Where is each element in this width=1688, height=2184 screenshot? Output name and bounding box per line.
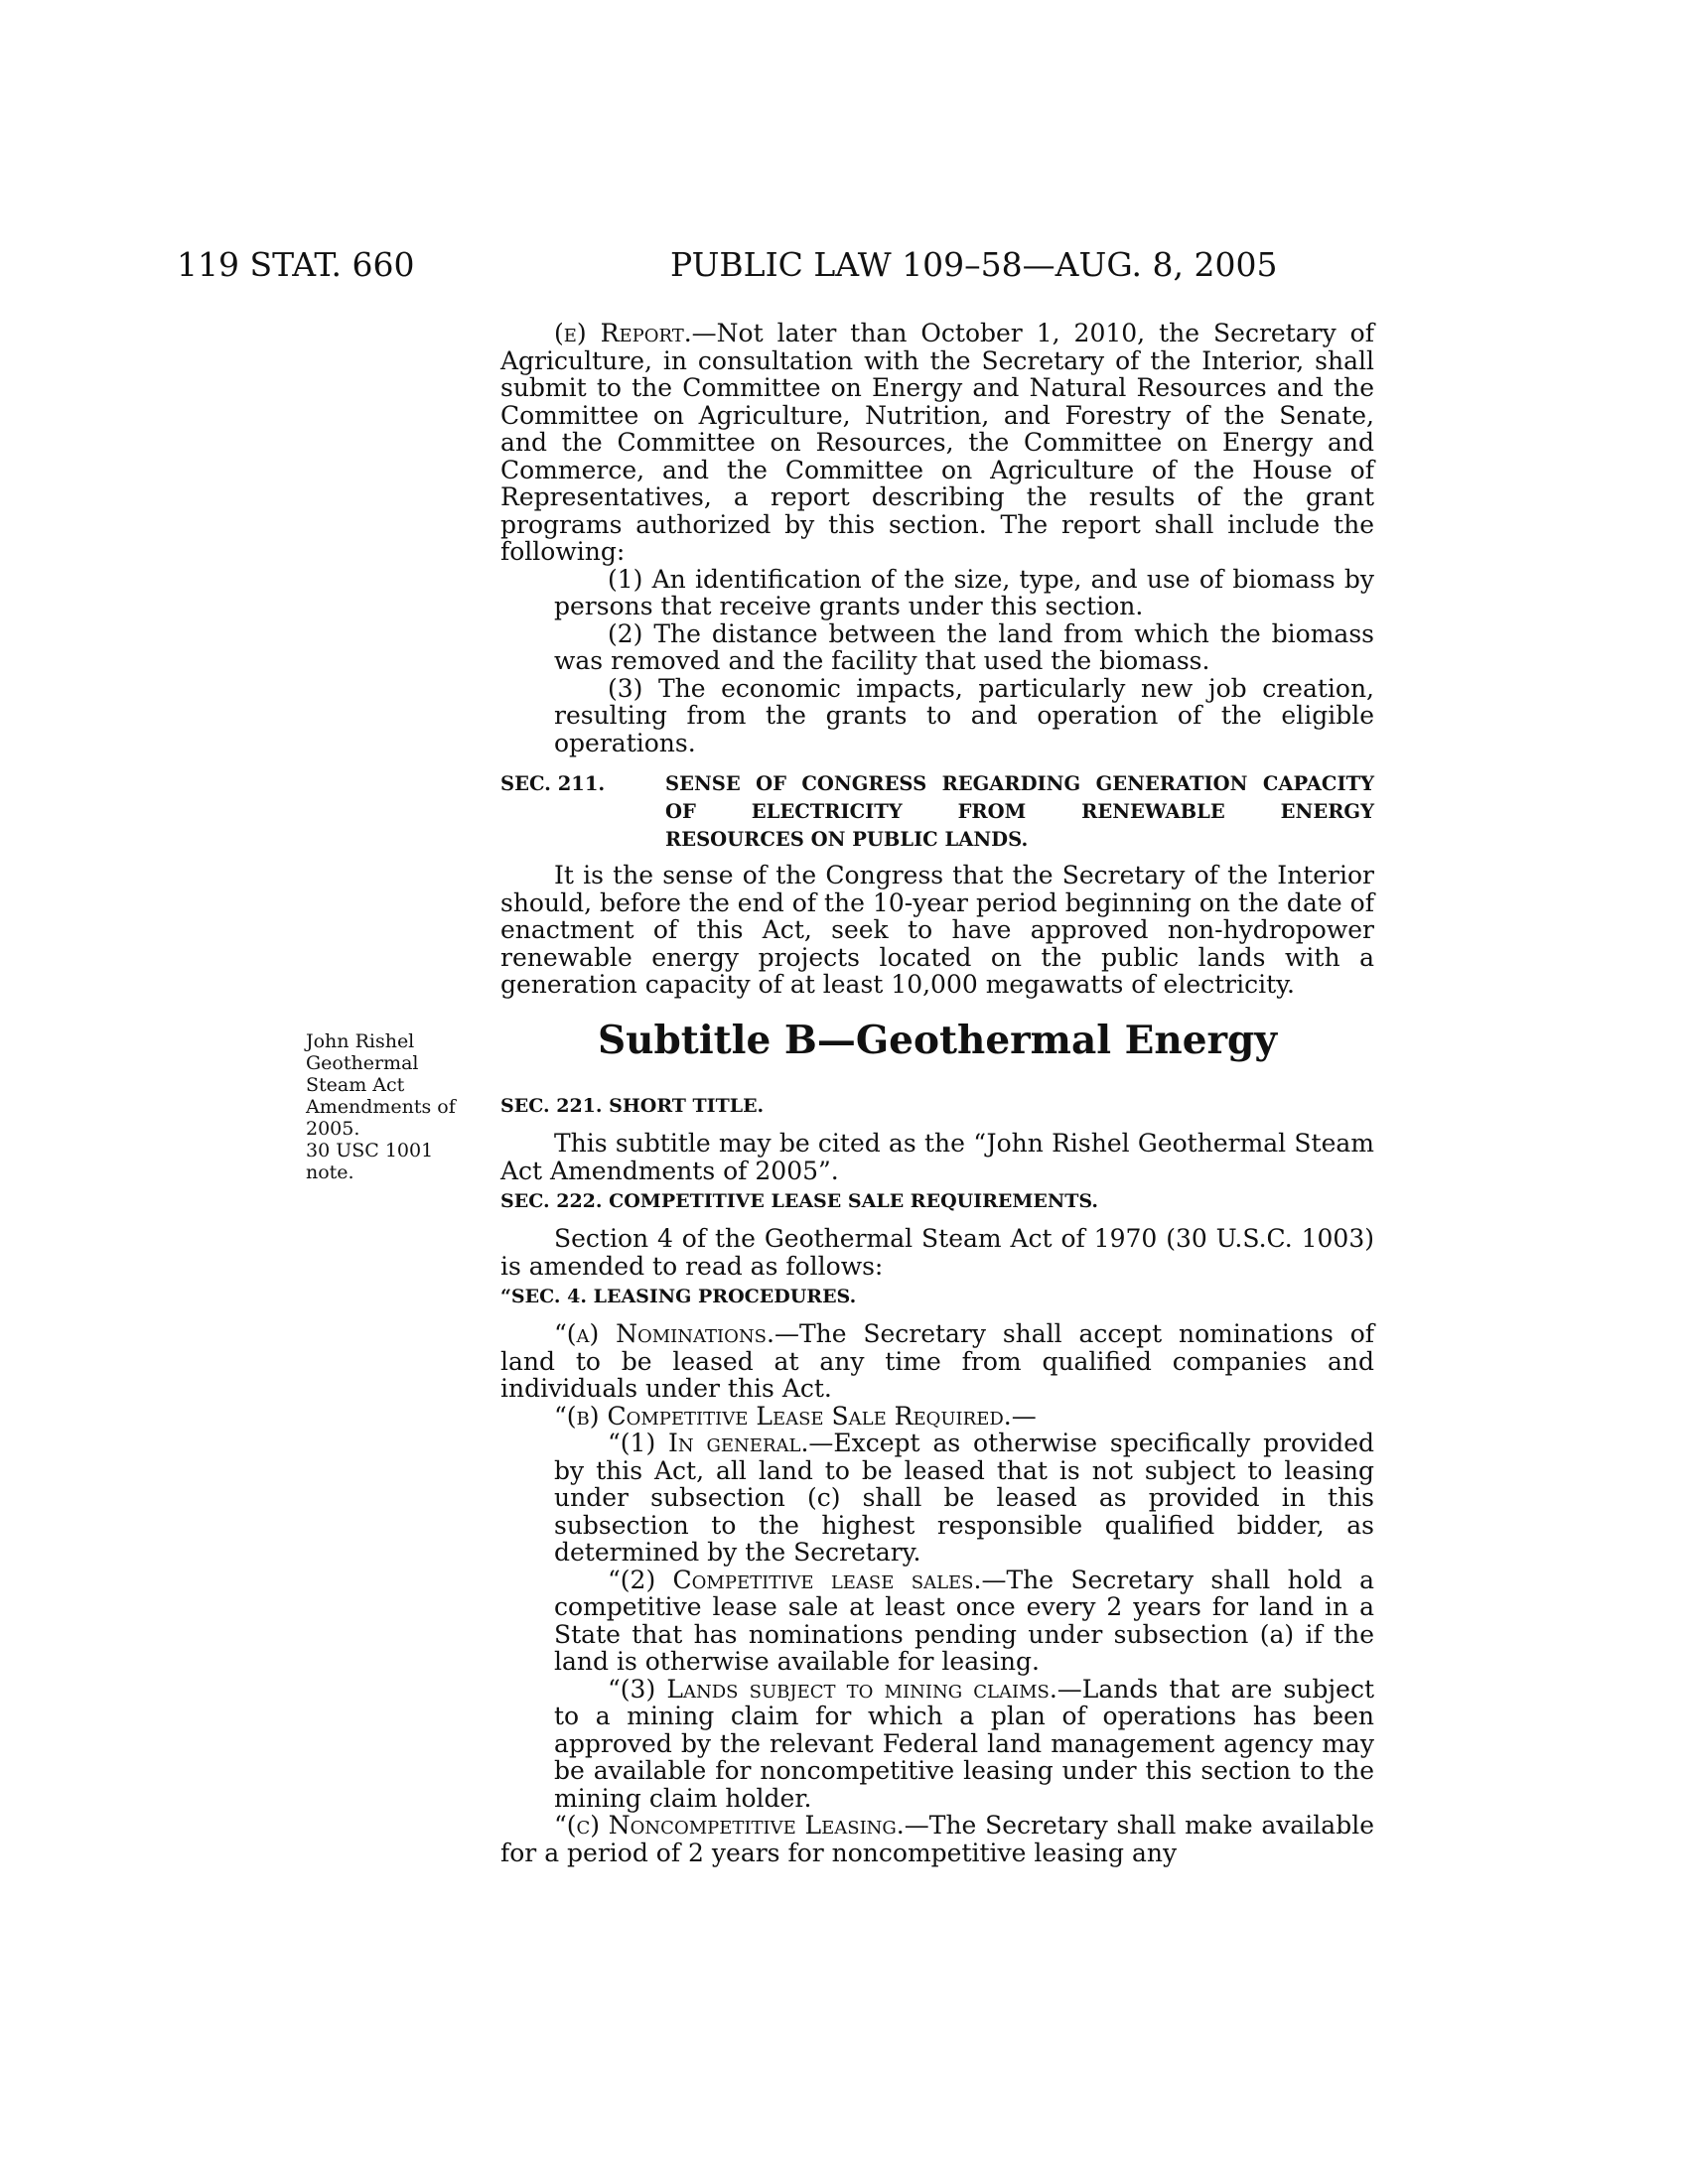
sec-211-text: It is the sense of the Congress that the Secretary of the Interior should, before the end of the 10-year period beginning on the date of enactment of this Act, seek to have approved non-hydropower renewable energy projects located on the public lands with a generation capacity of at least 10,000 megawatts of electricity. xyxy=(500,861,1374,999)
report-paragraph xyxy=(500,320,1374,566)
subsection-c-text: —The Secretary shall make available for a period of 2 years for noncompetitive leasing any xyxy=(500,1811,1374,1867)
page-stat-number: 119 STAT. 660 xyxy=(177,245,415,284)
sec-211-number: SEC. 211. xyxy=(500,772,606,795)
sec-221-text: This subtitle may be cited as the “John Rishel Geothermal Steam Act Amendments of 2005”. xyxy=(500,1129,1374,1185)
report-item-3: (3) The economic impacts, particularly new job creation, resulting from the grants to and operation of the eligible operations. xyxy=(554,673,1374,757)
report-item-2: (2) The distance between the land from which the biomass was removed and the facility that used the biomass. xyxy=(554,618,1374,675)
sec-211-title-line-1: SENSE OF CONGRESS REGARDING GENERATION CAPACITY xyxy=(665,772,1374,795)
subsection-b-text: — xyxy=(1011,1401,1037,1431)
subsection-a xyxy=(500,1320,1374,1403)
margin-note xyxy=(306,1030,465,1183)
paragraph-b3 xyxy=(500,1676,1374,1813)
subsection-b-label: “(b) Competitive Lease Sale Required. xyxy=(554,1401,1012,1431)
report-label: (e) Report. xyxy=(554,319,692,347)
margin-note-line: Steam Act xyxy=(306,1074,405,1096)
sec-211-body xyxy=(500,862,1374,999)
subtitle-heading: Subtitle B—Geothermal Energy xyxy=(598,1018,1277,1063)
subsection-a-text: —The Secretary shall accept nominations of land to be leased at any time from qualified companies and individuals under this Act. xyxy=(500,1319,1374,1403)
paragraph-b1-text: —Except as otherwise specifically provided by this Act, all land to be leased that is not subject to leasing under subsection (c) shall be leased as provided in this subsection to the highest responsible qualified bidder, as determined by the Secretary. xyxy=(554,1429,1374,1567)
margin-note-line: note. xyxy=(306,1161,354,1183)
margin-note-line: Geothermal xyxy=(306,1052,419,1074)
sec-4-heading: “SEC. 4. LEASING PROCEDURES. xyxy=(500,1286,857,1307)
paragraph-b2 xyxy=(500,1567,1374,1676)
paragraph-b1 xyxy=(500,1430,1374,1567)
sec-222-text: Section 4 of the Geothermal Steam Act of 1970 (30 U.S.C. 1003) is amended to read as follows: xyxy=(500,1224,1374,1281)
sec-211-heading xyxy=(500,770,1374,854)
subsection-c-label: “(c) Noncompetitive Leasing. xyxy=(554,1811,905,1840)
sec-222-body xyxy=(500,1225,1374,1280)
running-header: PUBLIC LAW 109–58—AUG. 8, 2005 xyxy=(670,245,1278,284)
margin-note-line: 30 USC 1001 xyxy=(306,1140,434,1161)
sec-221-body xyxy=(500,1130,1374,1184)
report-text: —Not later than October 1, 2010, the Secretary of Agriculture, in consultation with the Secretary of the Interior, shall submit to the Committee on Energy and Natural Resources and the Committee on Agriculture, Nutrition, and Forestry of the Senate, and the Committee on Resources, the Committee on Energy and Commerce, and the Committee on Agriculture of the House of Representatives, a report describing the results of the grant programs authorized by this section. The report shall include the following: xyxy=(500,319,1374,566)
sec-221-heading: SEC. 221. SHORT TITLE. xyxy=(500,1095,765,1117)
paragraph-b3-label: “(3) Lands subject to mining claims. xyxy=(608,1674,1057,1704)
sec-211-title-line-3: RESOURCES ON PUBLIC LANDS. xyxy=(665,828,1029,851)
paragraph-b1-label: “(1) In general. xyxy=(608,1429,809,1457)
sec-211-title-line-2: OF ELECTRICITY FROM RENEWABLE ENERGY xyxy=(665,800,1374,823)
subsection-a-label: “(a) Nominations. xyxy=(554,1319,774,1348)
margin-note-line: John Rishel xyxy=(306,1030,415,1052)
margin-note-line: 2005. xyxy=(306,1118,360,1140)
sec-4-body xyxy=(500,1320,1374,1866)
paragraph-b2-text: —The Secretary shall hold a competitive lease sale at least once every 2 years for land in a State that has nominations pending under subsection (a) if the land is otherwise available for leasing. xyxy=(554,1565,1374,1676)
sec-222-heading: SEC. 222. COMPETITIVE LEASE SALE REQUIREMENTS. xyxy=(500,1190,1099,1212)
report-item-1: (1) An identification of the size, type, and use of biomass by persons that receive grants under this section. xyxy=(554,564,1374,620)
subsection-b xyxy=(500,1403,1374,1431)
margin-note-line: Amendments of xyxy=(306,1096,456,1118)
subsection-c xyxy=(500,1812,1374,1866)
paragraph-b3-text: —Lands that are subject to a mining claim for which a plan of operations has been approved by the relevant Federal land management agency may be available for noncompetitive leasing under this section to the mining claim holder. xyxy=(554,1674,1374,1813)
report-section xyxy=(500,320,1374,756)
paragraph-b2-label: “(2) Competitive lease sales. xyxy=(608,1565,982,1594)
